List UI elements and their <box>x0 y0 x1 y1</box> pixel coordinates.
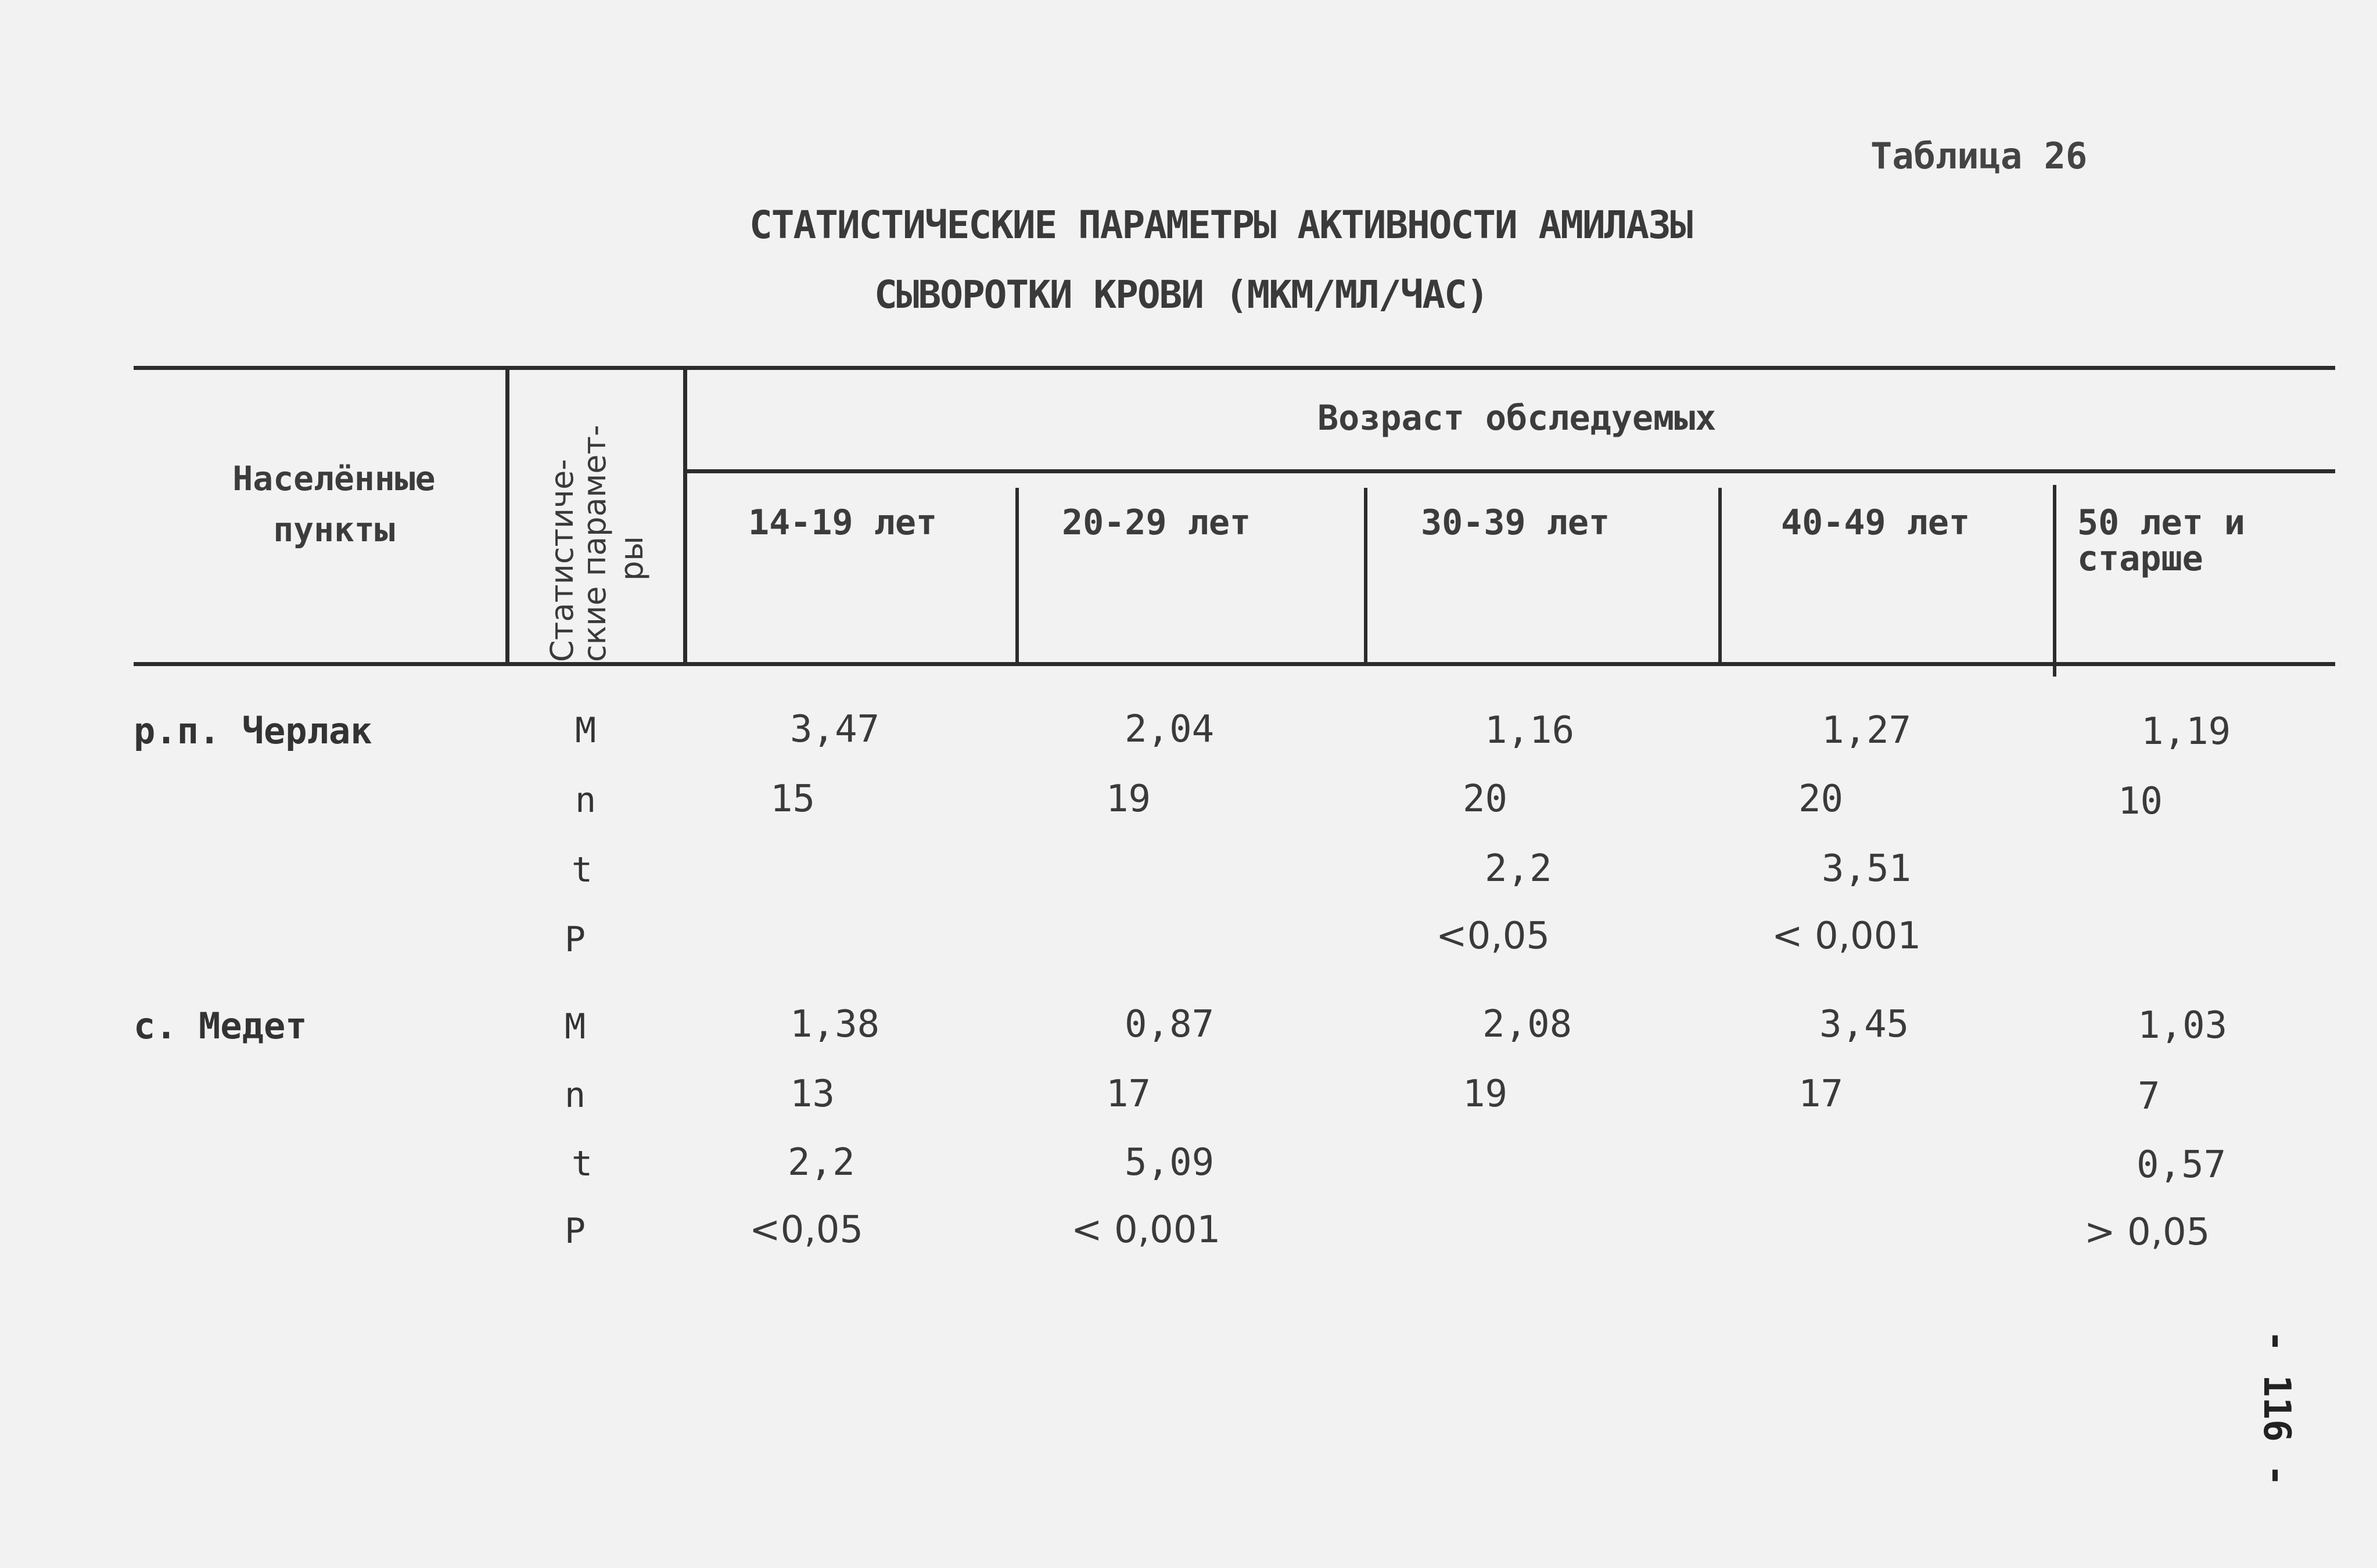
value-cell: 17 <box>1798 1073 1844 1116</box>
column-divider-settlements <box>505 366 509 666</box>
value-cell: 1,27 <box>1822 709 1912 752</box>
value-cell: < 0,001 <box>1772 915 1922 958</box>
param-cell: P <box>565 919 586 960</box>
header-age-40-49: 40-49 лет <box>1781 502 1970 543</box>
param-cell: M <box>575 710 597 751</box>
header-age-30-39: 30-39 лет <box>1421 502 1610 543</box>
value-cell: 17 <box>1106 1073 1151 1116</box>
value-cell: 15 <box>770 778 816 821</box>
header-stat-params-line-2: ские парамет- <box>576 425 613 662</box>
header-age-14-19: 14-19 лет <box>748 502 938 543</box>
header-stat-params-line-1: Статистиче- <box>544 459 580 662</box>
param-cell: n <box>565 1075 586 1116</box>
column-divider-age-1 <box>1015 488 1019 662</box>
value-cell: <0,05 <box>749 1209 864 1251</box>
param-cell: M <box>565 1006 586 1047</box>
value-cell: 0,87 <box>1125 1003 1215 1046</box>
header-age-group: Возраст обследуемых <box>1317 398 1717 438</box>
header-settlements: Населённые пункты <box>232 459 436 549</box>
header-age-50-plus-line-2: старше <box>2077 538 2203 579</box>
value-cell: 7 <box>2138 1075 2160 1118</box>
table-title-line-1: СТАТИСТИЧЕСКИЕ ПАРАМЕТРЫ АКТИВНОСТИ АМИЛАЗЫ <box>749 203 1692 247</box>
table-title-line-2: СЫВОРОТКИ КРОВИ (МКМ/МЛ/ЧАС) <box>874 272 1488 317</box>
param-cell: t <box>572 850 593 890</box>
header-age-20-29: 20-29 лет <box>1062 502 1251 543</box>
param-cell: P <box>565 1211 586 1251</box>
value-cell: 13 <box>790 1073 835 1116</box>
value-cell: <0,05 <box>1436 915 1550 958</box>
value-cell: 1,03 <box>2138 1004 2228 1047</box>
value-cell: 2,04 <box>1125 708 1215 751</box>
settlement-cherlak: р.п. Черлак <box>134 710 372 752</box>
value-cell: 1,16 <box>1485 709 1575 752</box>
value-cell: 1,19 <box>2141 710 2231 753</box>
value-cell: 20 <box>1463 778 1508 821</box>
header-age-50-plus-line-1: 50 лет и <box>2077 502 2245 543</box>
header-bottom-rule <box>134 662 2335 666</box>
header-stat-params-line-3: ры <box>613 536 650 581</box>
value-cell: > 0,05 <box>2084 1211 2210 1254</box>
value-cell: 3,47 <box>790 708 880 751</box>
value-cell: 3,45 <box>1819 1003 1909 1046</box>
table-label: Таблица 26 <box>1870 135 2088 177</box>
column-divider-age-3 <box>1718 488 1722 662</box>
page-number: - 116 - <box>2255 1330 2298 1487</box>
param-cell: t <box>572 1143 593 1184</box>
value-cell: 2,2 <box>1485 847 1552 890</box>
value-cell: 3,51 <box>1822 847 1912 890</box>
value-cell: 10 <box>2118 780 2163 823</box>
param-cell: n <box>575 780 597 821</box>
settlement-medet: с. Медет <box>134 1005 307 1047</box>
value-cell: 0,57 <box>2137 1143 2227 1186</box>
value-cell: 2,08 <box>1482 1003 1572 1046</box>
value-cell: 1,38 <box>790 1003 880 1046</box>
value-cell: 19 <box>1463 1073 1508 1116</box>
column-divider-params <box>683 366 687 666</box>
value-cell: 2,2 <box>788 1141 855 1184</box>
value-cell: 20 <box>1798 778 1844 821</box>
age-header-rule <box>685 469 2335 473</box>
column-divider-age-4 <box>2053 485 2056 677</box>
value-cell: 5,09 <box>1125 1141 1215 1184</box>
value-cell: < 0,001 <box>1071 1209 1221 1251</box>
value-cell: 19 <box>1106 778 1151 821</box>
column-divider-age-2 <box>1364 488 1367 662</box>
table-top-rule <box>134 366 2335 370</box>
